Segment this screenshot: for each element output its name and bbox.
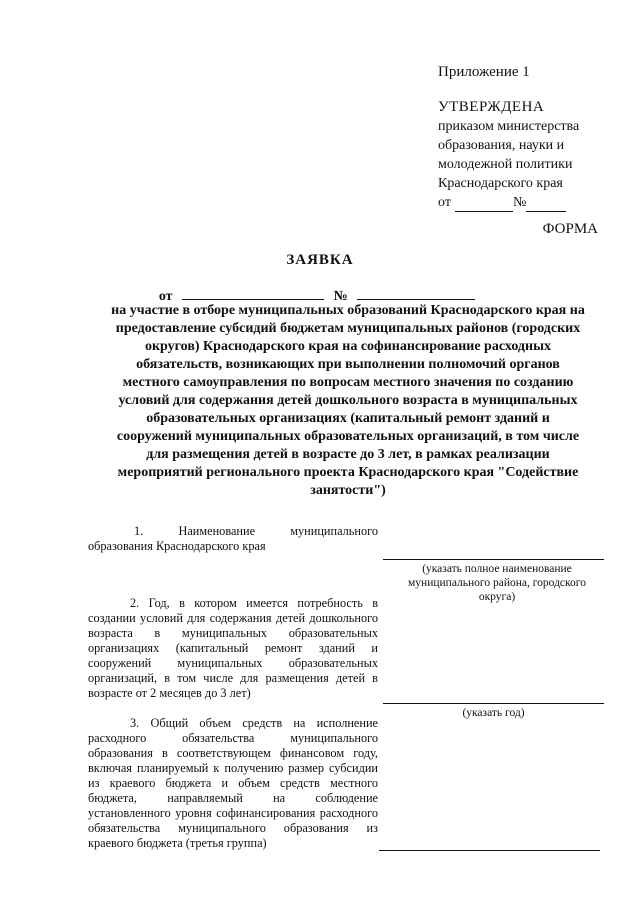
document-title: ЗАЯВКА — [286, 252, 354, 268]
form-label: ФОРМА — [542, 221, 598, 237]
item-1-answer-line[interactable] — [383, 559, 604, 560]
appendix-label: Приложение 1 — [438, 64, 530, 80]
item-2-hint: (указать год) — [462, 707, 525, 719]
item-text: Общий объем средств на исполнение расходного обязательства муниципального образования в соответствующем финансовом году, включая планируемый к получению размер субсидии из краевого бюджета и объем средств местного бюджета, направляемый на соблюдение установленного уровня софинансирования расходного обязательства муниципального образования из краевого бюджета (третья группа) — [88, 716, 378, 850]
dateline-number-label: № — [333, 289, 348, 304]
approval-block — [438, 97, 579, 212]
order-number-label: № — [512, 195, 527, 210]
item-number: 2. — [130, 596, 140, 610]
form-item-3 — [88, 716, 378, 851]
item-number: 1. — [134, 524, 144, 538]
form-item-1 — [88, 524, 378, 554]
order-number-blank[interactable] — [526, 198, 566, 212]
item-3-answer-line[interactable] — [379, 850, 600, 851]
approved-line: Краснодарского края — [438, 176, 563, 191]
order-date-blank[interactable] — [455, 198, 513, 212]
item-1-hint: (указать полное наименование муниципального района, городского округа) — [408, 563, 586, 603]
form-item-2 — [88, 596, 378, 701]
application-subject: на участие в отборе муниципальных образований Краснодарского края на предоставление субсидий бюджетам муниципальных районов (городских округов) Краснодарского края на софинансирование расходных обязательств, возникающих при выполнении полномочий органов местного самоуправления по вопросам местного значения по созданию условий для содержания детей дошкольного возраста в муниципальных образовательных организациях (капитальный ремонт зданий и сооружений муниципальных образовательных организаций, в том числе для размещения детей в возрасте до 3 лет, в рамках реализации мероприятий регионального проекта Краснодарского края "Содействие занятости") — [111, 303, 585, 498]
item-2-answer-line[interactable] — [383, 703, 604, 704]
order-line — [438, 193, 579, 212]
application-date-blank[interactable] — [182, 285, 324, 300]
order-from-label: от — [438, 195, 451, 210]
dateline-from-label: от — [158, 289, 173, 304]
item-number: 3. — [130, 716, 140, 730]
approved-line: образования, науки и — [438, 138, 565, 153]
item-text: Наименование муниципального образования Краснодарского края — [88, 524, 378, 553]
approved-line: молодежной политики — [438, 157, 573, 172]
item-text: Год, в котором имеется потребность в создании условий для содержания детей дошкольного возраста в муниципальных образовательных организациях (капитальный ремонт зданий и сооружений муниципальных образовательных организаций, в том числе для размещения детей в возрасте от 2 месяцев до 3 лет) — [88, 596, 378, 700]
approved-line: приказом министерства — [438, 119, 580, 134]
application-number-blank[interactable] — [357, 285, 475, 300]
approved-title: УТВЕРЖДЕНА — [438, 99, 545, 115]
